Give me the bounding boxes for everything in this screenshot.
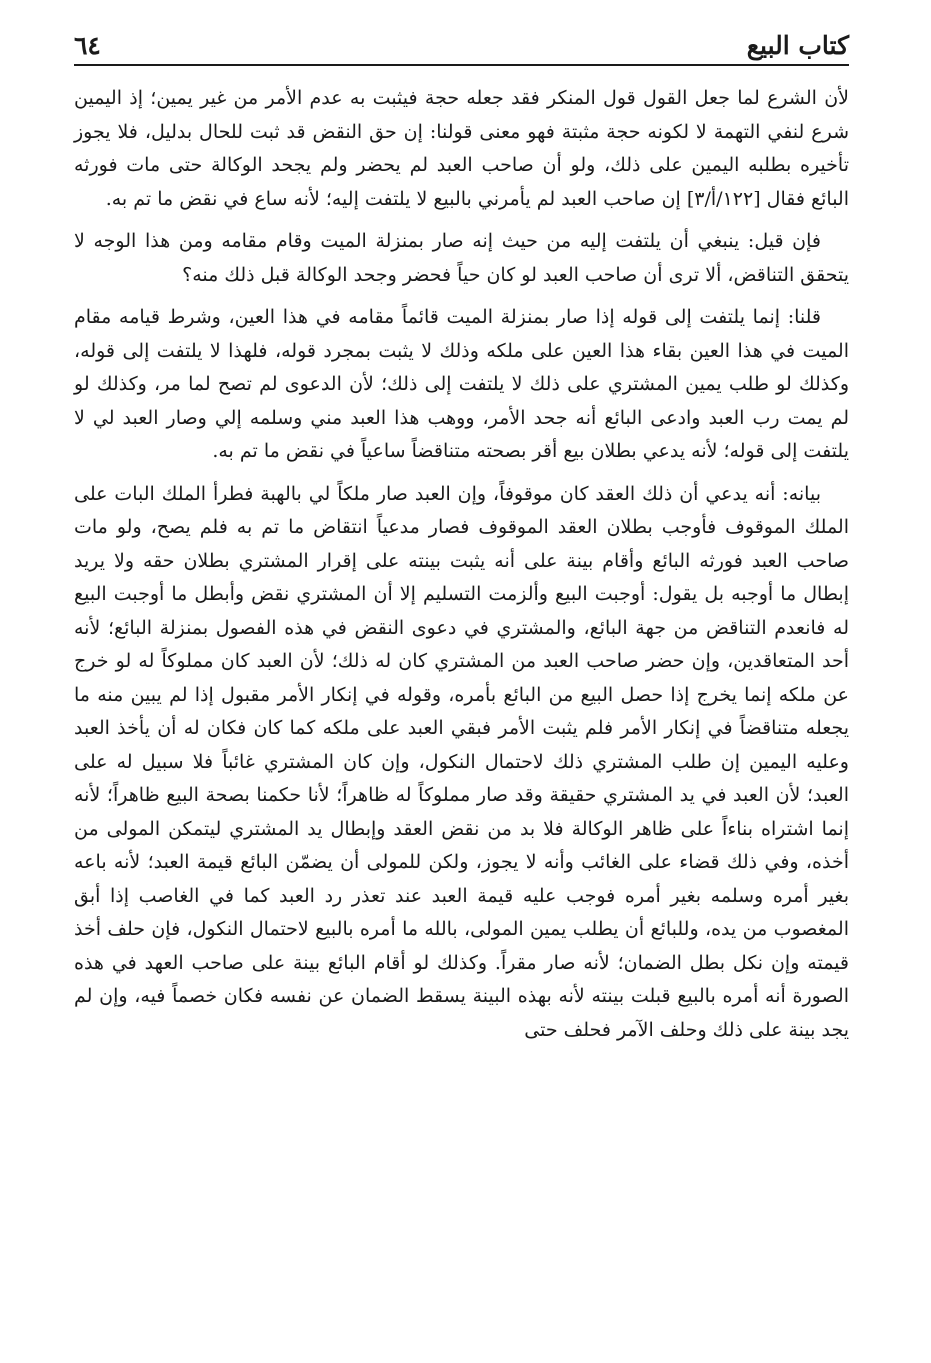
paragraph: لأن الشرع لما جعل القول قول المنكر فقد جعله حجة فيثبت به عدم الأمر من غير يمين؛ إذ اليمين شرع لنفي التهمة لا لكونه حجة مثبتة فهو معنى قولنا: إن حق النقض قد ثبت للحال بدليل، فلا يجوز تأخيره بطلبه اليمين على ذلك، ولو أن صاحب العبد لم يحضر ولم يجحد الوكالة حتى مات فورثه البائع فقال [١٢٢/أ/٣] إن صاحب العبد لم يأمرني بالبيع لا يلتفت إليه؛ لأنه ساع في نقض ما تم به.	[74, 87, 849, 210]
body-text	[74, 82, 849, 1056]
paragraph: فإن قيل: ينبغي أن يلتفت إليه من حيث إنه صار بمنزلة الميت وقام مقامه ومن هذا الوجه لا يتحقق التناقض، ألا ترى أن صاحب العبد لو كان حياً فحضر وجحد الوكالة قبل ذلك منه؟	[74, 230, 849, 286]
page-number: ٦٤	[74, 31, 101, 60]
page-header	[74, 24, 849, 66]
running-title: كتاب البيع	[746, 31, 849, 60]
paragraph: بيانه: أنه يدعي أن ذلك العقد كان موقوفاً، وإن العبد صار ملكاً لي بالهبة فطرأ الملك البات على الملك الموقوف فأوجب بطلان العقد الموقوف فصار مدعياً انتقاض ما تم به فلم يصح، ولو مات صاحب العبد فورثه البائع وأقام بينة على أنه يثبت بينته على إقرار المشتري بطلان حقه ولا يريد إبطال ما أوجبه بل يقول: أوجبت البيع وألزمت التسليم إلا أن المشتري نقض وأبطل ما أوجبت البيع له فانعدم التناقض من جهة البائع، والمشتري في دعوى النقض في هذه الفصول بمنزلة البائع؛ لأنه أحد المتعاقدين، وإن حضر صاحب العبد من المشتري كان له ذلك؛ لأن العبد كان مملوكاً له لو خرج عن ملكه إنما يخرج إذا حصل البيع من البائع بأمره، وقوله في إنكار الأمر مقبول إذا لم يبين منه ما يجعله متناقضاً في إنكار الأمر فلم يثبت الأمر فبقي العبد على ملكه كما كان فكان له أن يأخذ العبد وعليه اليمين إن طلب المشتري ذلك لاحتمال النكول، وإن كان المشتري غائباً فلا سبيل له على العبد؛ لأن العبد في يد المشتري حقيقة وقد صار مملوكاً له ظاهراً؛ لأنا حكمنا بصحة البيع ظاهراً؛ لأنه إنما اشتراه بناءاً على ظاهر الوكالة فلا بد من نقض العقد وإبطال يد المشتري ليتمكن المولى من أخذه، وفي ذلك قضاء على الغائب وأنه لا يجوز، ولكن للمولى أن يضمّن البائع قيمة العبد؛ لأنه باعه بغير أمره وسلمه بغير أمره فوجب عليه قيمة العبد عند تعذر رد العبد كما في الغاصب إذا أبق المغصوب من يده، وللبائع أن يطلب يمين المولى، بالله ما أمره بالبيع لاحتمال النكول، فإن حلف أخذ قيمته وإن نكل بطل الضمان؛ لأنه صار مقراً. وكذلك لو أقام البائع بينة على صاحب العهد في هذه الصورة أنه أمره بالبيع قبلت بينته لأنه بهذه البينة يسقط الضمان عن نفسه فكان خصماً فيه، وإن لم يجد بينة على ذلك وحلف الآمر فحلف حتى	[74, 482, 849, 1041]
paragraph: قلنا: إنما يلتفت إلى قوله إذا صار بمنزلة الميت قائماً مقامه في هذا العين، وشرط قيامه مقام الميت في هذا العين بقاء هذا العين على ملكه وذلك لا يثبت بمجرد قوله، فلهذا لا يلتفت إلى قوله، وكذلك لو طلب يمين المشتري على ذلك لا يلتفت إلى ذلك؛ لأن الدعوى لم تصح لما مر، وكذلك لو لم يمت رب العبد وادعى البائع أنه جحد الأمر، ووهب هذا العبد مني وسلمه إلي وصار العبد لي لا يلتفت إلى قوله؛ لأنه يدعي بطلان بيع أقر بصحته متناقضاً ساعياً في نقض ما تم به.	[74, 306, 849, 462]
